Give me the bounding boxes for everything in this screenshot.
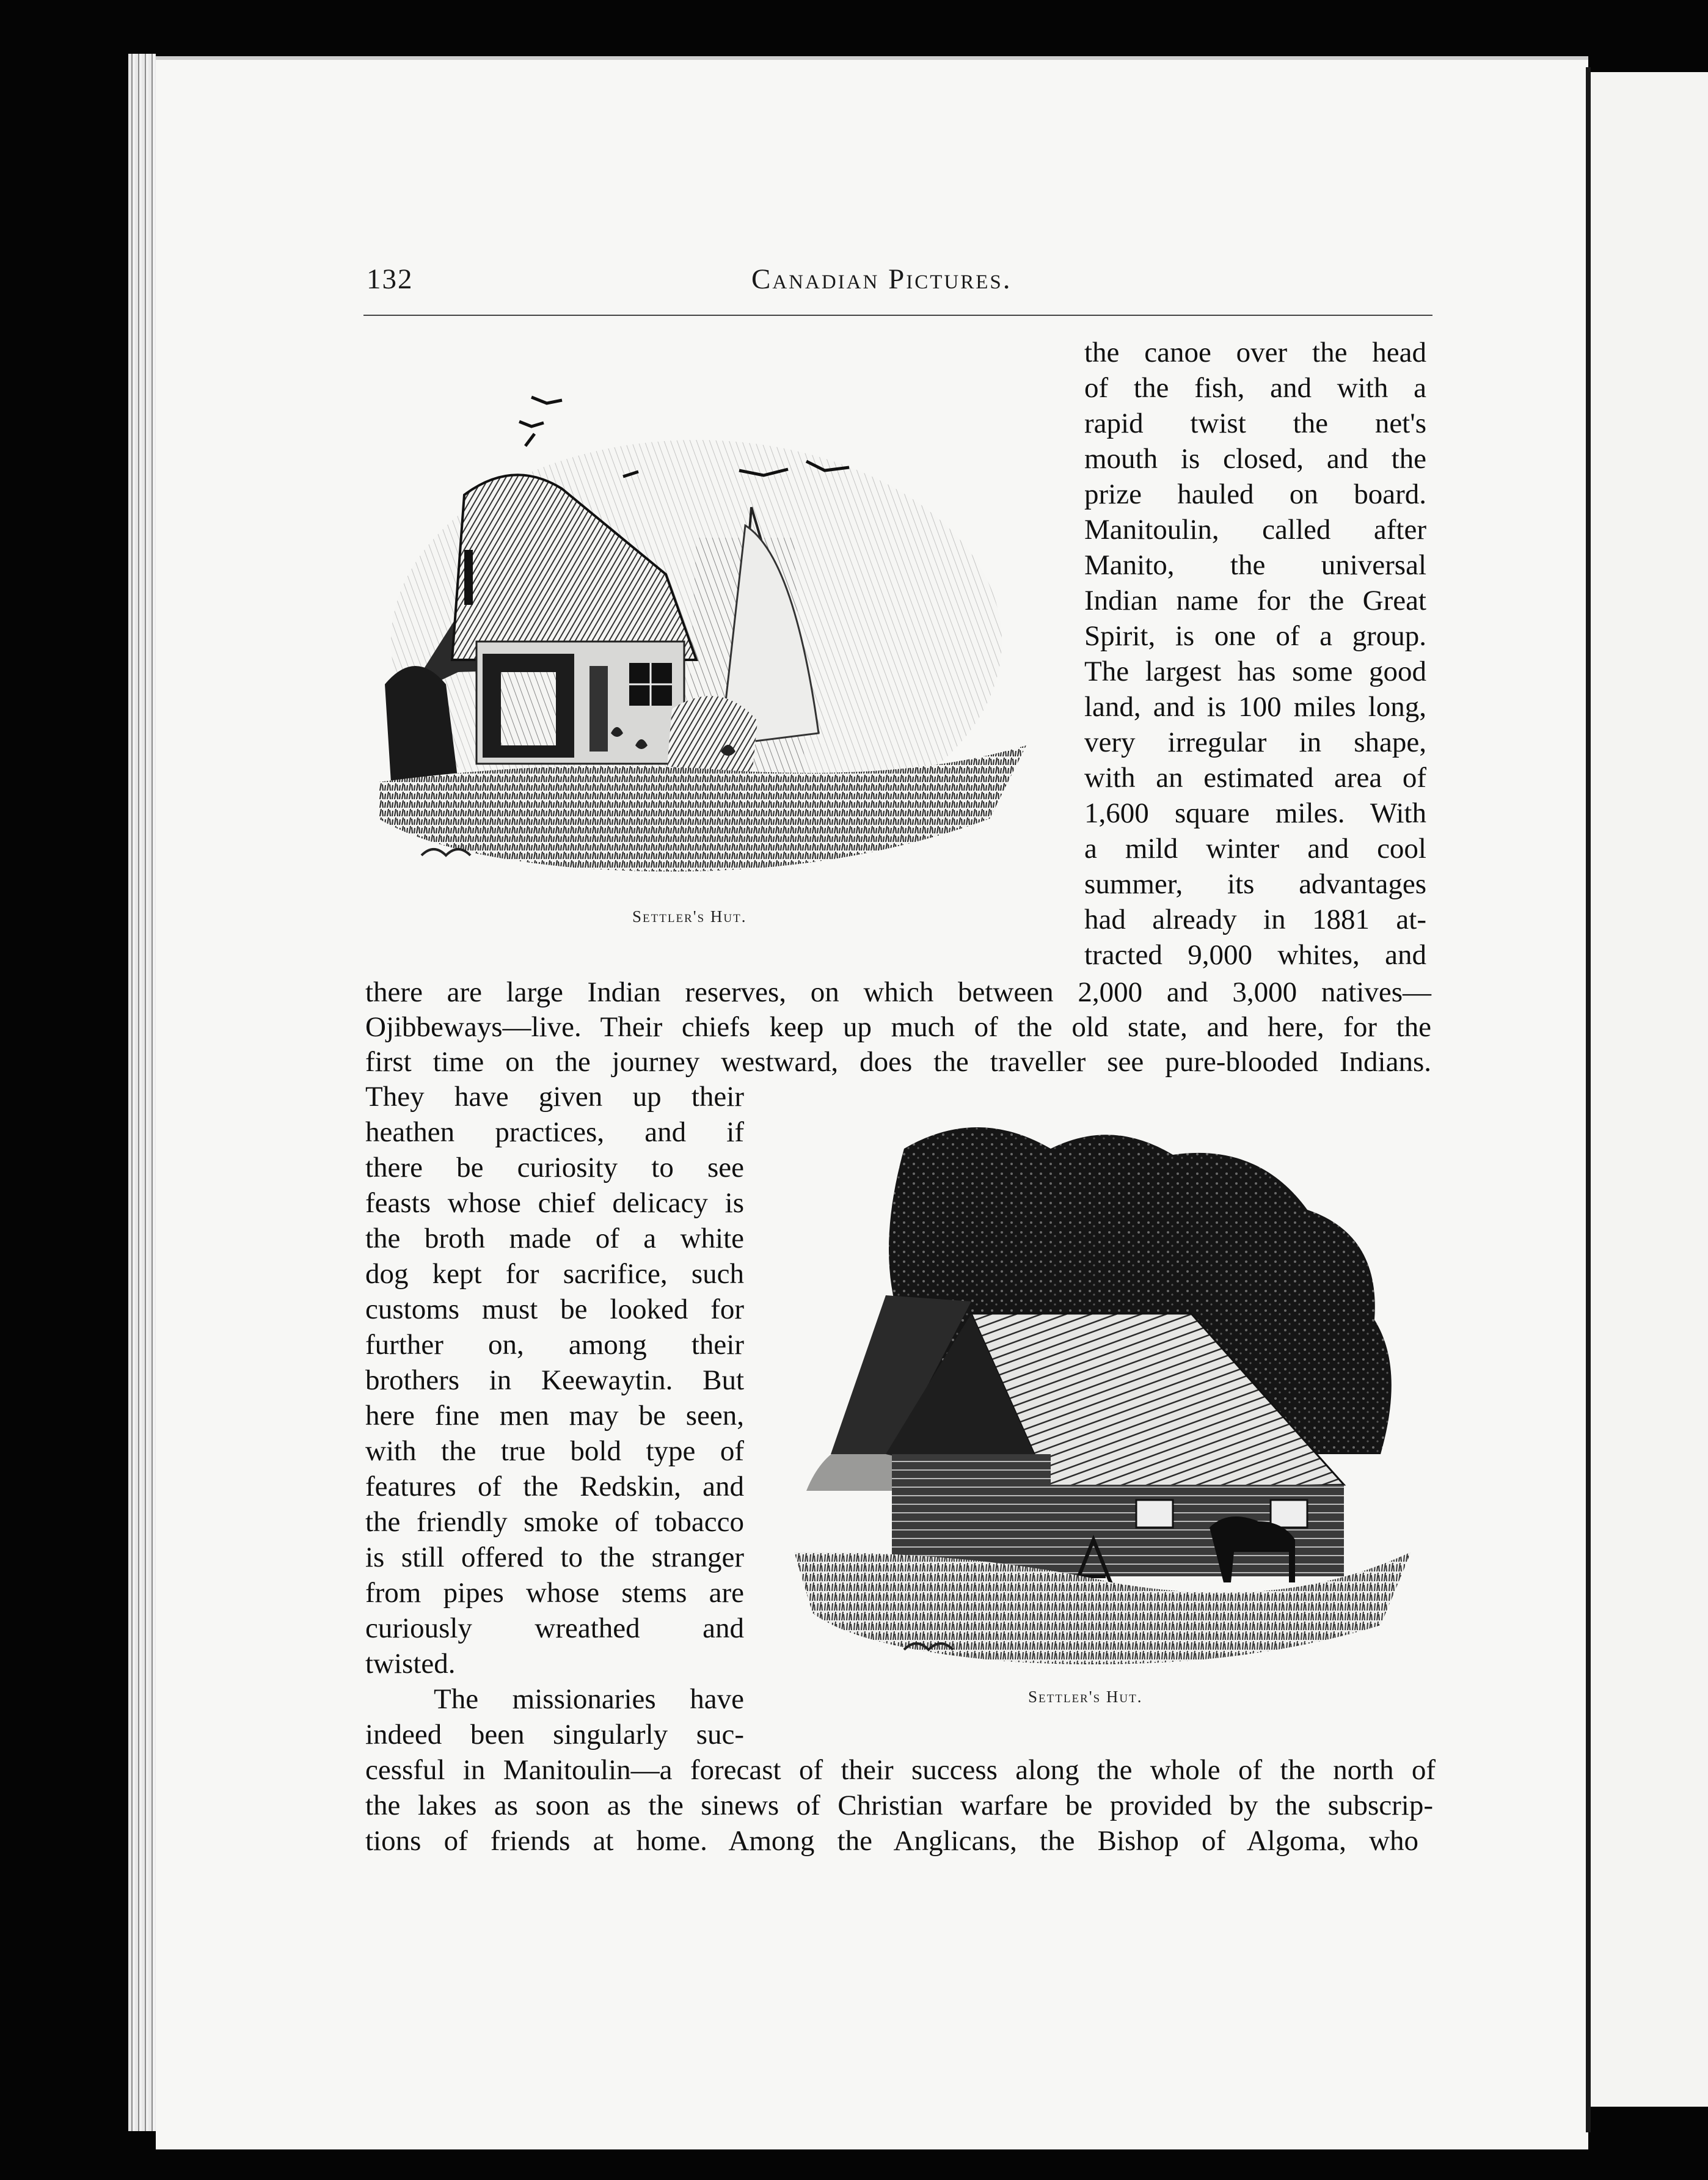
- figure-caption-2: Settler's Hut.: [1028, 1688, 1143, 1706]
- text-line: summer, its advantages: [1084, 868, 1426, 900]
- running-title: Canadian Pictures.: [751, 263, 1012, 295]
- page-gutter: [1586, 67, 1591, 2132]
- text-line: the lakes as soon as the sinews of Christian warfare be provided by the subscrip-: [365, 1790, 1433, 1821]
- text-line: tions of friends at home. Among the Anglicans, the Bishop of Algoma, who: [365, 1825, 1418, 1857]
- text-line: Ojibbeways—live. Their chiefs keep up much of the old state, and here, for the: [365, 1011, 1431, 1043]
- book-page-edges: [128, 54, 156, 2131]
- page-header: [360, 263, 1442, 305]
- text-line: indeed been singularly suc-: [365, 1719, 744, 1750]
- text-line: customs must be looked for: [365, 1293, 744, 1325]
- text-line: feasts whose chief delicacy is: [365, 1187, 744, 1219]
- text-line: tracted 9,000 whites, and: [1084, 939, 1426, 971]
- text-line: brothers in Keewaytin. But: [365, 1364, 744, 1396]
- facing-page-edge: [1591, 72, 1708, 2107]
- settlers-hut-thatched-illustration: [379, 354, 1026, 886]
- text-line: Manitoulin, called after: [1084, 514, 1426, 546]
- text-line: They have given up their: [365, 1081, 744, 1113]
- text-line: heathen practices, and if: [365, 1116, 744, 1148]
- text-line: first time on the journey westward, does the traveller see pure-blooded Indians.: [365, 1046, 1431, 1078]
- text-line: 1,600 square miles. With: [1084, 797, 1426, 829]
- text-line: from pipes whose stems are: [365, 1577, 744, 1609]
- text-line: mouth is closed, and the: [1084, 443, 1426, 475]
- text-line: with the true bold type of: [365, 1435, 744, 1467]
- text-line: very irregular in shape,: [1084, 726, 1426, 758]
- text-line: the friendly smoke of tobacco: [365, 1506, 744, 1538]
- text-line: further on, among their: [365, 1329, 744, 1361]
- text-line: prize hauled on board.: [1084, 478, 1426, 510]
- text-line: Manito, the universal: [1084, 549, 1426, 581]
- text-line: of the fish, and with a: [1084, 372, 1426, 404]
- text-line: dog kept for sacrifice, such: [365, 1258, 744, 1290]
- text-line: there are large Indian reserves, on which between 2,000 and 3,000 natives—: [365, 976, 1431, 1008]
- page-number: 132: [367, 263, 414, 295]
- text-line: with an estimated area of: [1084, 762, 1426, 794]
- text-line: is still offered to the stranger: [365, 1542, 744, 1573]
- text-line: Spirit, is one of a group.: [1084, 620, 1426, 652]
- text-line: rapid twist the net's: [1084, 408, 1426, 439]
- text-line: the broth made of a white: [365, 1223, 744, 1254]
- text-line: the canoe over the head: [1084, 337, 1426, 368]
- text-line: a mild winter and cool: [1084, 833, 1426, 865]
- text-line: had already in 1881 at-: [1084, 904, 1426, 935]
- text-line: features of the Redskin, and: [365, 1471, 744, 1502]
- text-line: The largest has some good: [1084, 656, 1426, 687]
- text-line: land, and is 100 miles long,: [1084, 691, 1426, 723]
- text-line: cessful in Manitoulin—a forecast of their success along the whole of the north of: [365, 1754, 1436, 1786]
- text-line: twisted.: [365, 1648, 456, 1680]
- text-line: Indian name for the Great: [1084, 585, 1426, 616]
- text-line: there be curiosity to see: [365, 1152, 744, 1183]
- settlers-hut-log-cabin-illustration: [794, 1112, 1411, 1674]
- text-line: curiously wreathed and: [365, 1612, 744, 1644]
- text-line: The missionaries have: [434, 1683, 744, 1715]
- figure-caption-1: Settler's Hut.: [632, 907, 747, 926]
- header-rule: [363, 315, 1432, 316]
- text-line: here fine men may be seen,: [365, 1400, 744, 1432]
